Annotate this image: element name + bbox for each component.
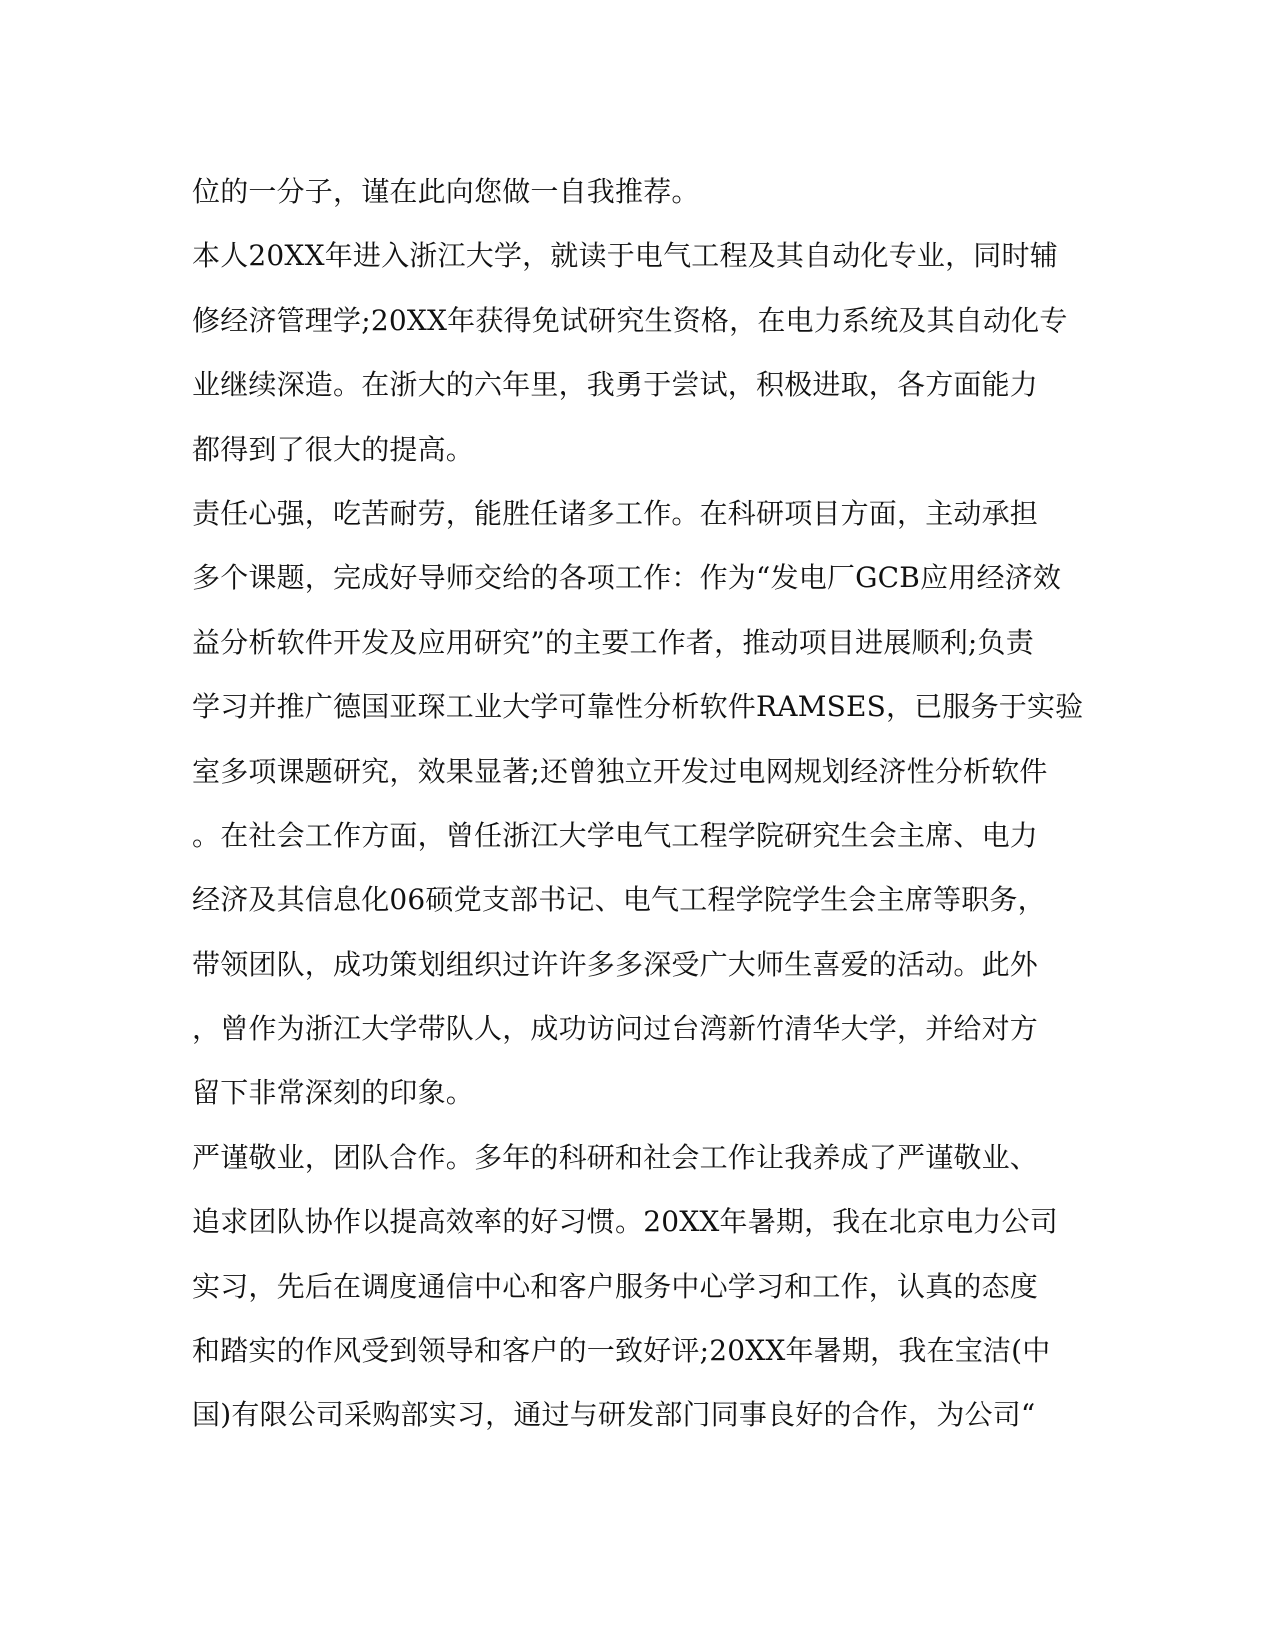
text-line: 追求团队协作以提高效率的好习惯。20XX年暑期，我在北京电力公司 <box>192 1205 1058 1239</box>
text-line: ，曾作为浙江大学带队人，成功访问过台湾新竹清华大学，并给对方 <box>192 1012 1039 1046</box>
text-line: 和踏实的作风受到领导和客户的一致好评;20XX年暑期，我在宝洁(中 <box>192 1334 1051 1368</box>
text-line: 益分析软件开发及应用研究”的主要工作者，推动项目进展顺利;负责 <box>192 625 1034 659</box>
document-body <box>192 160 1092 1448</box>
text-line: 修经济管理学;20XX年获得免试研究生资格，在电力系统及其自动化专 <box>192 303 1068 337</box>
text-line: 位的一分子，谨在此向您做一自我推荐。 <box>192 175 700 208</box>
text-line: 多个课题，完成好导师交给的各项工作：作为“发电厂GCB应用经济效 <box>192 561 1062 595</box>
text-line: 本人20XX年进入浙江大学，就读于电气工程及其自动化专业，同时辅 <box>192 239 1058 273</box>
text-line: 留下非常深刻的印象。 <box>192 1076 475 1110</box>
text-line: 经济及其信息化06硕党支部书记、电气工程学院学生会主席等职务， <box>192 883 1046 917</box>
text-line: 室多项课题研究，效果显著;还曾独立开发过电网规划经济性分析软件 <box>192 754 1048 788</box>
text-line: 业继续深造。在浙大的六年里，我勇于尝试，积极进取，各方面能力 <box>192 368 1039 402</box>
text-line: 实习，先后在调度通信中心和客户服务中心学习和工作，认真的态度 <box>192 1269 1039 1303</box>
text-line: 。在社会工作方面，曾任浙江大学电气工程学院研究生会主席、电力 <box>192 818 1039 852</box>
text-line: 责任心强，吃苦耐劳，能胜任诸多工作。在科研项目方面，主动承担 <box>192 496 1039 530</box>
text-line: 学习并推广德国亚琛工业大学可靠性分析软件RAMSES，已服务于实验 <box>192 690 1084 724</box>
text-line: 都得到了很大的提高。 <box>192 432 475 466</box>
text-line: 国)有限公司采购部实习，通过与研发部门同事良好的合作，为公司“ <box>192 1398 1036 1432</box>
text-line: 带领团队，成功策划组织过许许多多深受广大师生喜爱的活动。此外 <box>192 947 1039 981</box>
text-line: 严谨敬业，团队合作。多年的科研和社会工作让我养成了严谨敬业、 <box>192 1140 1039 1174</box>
